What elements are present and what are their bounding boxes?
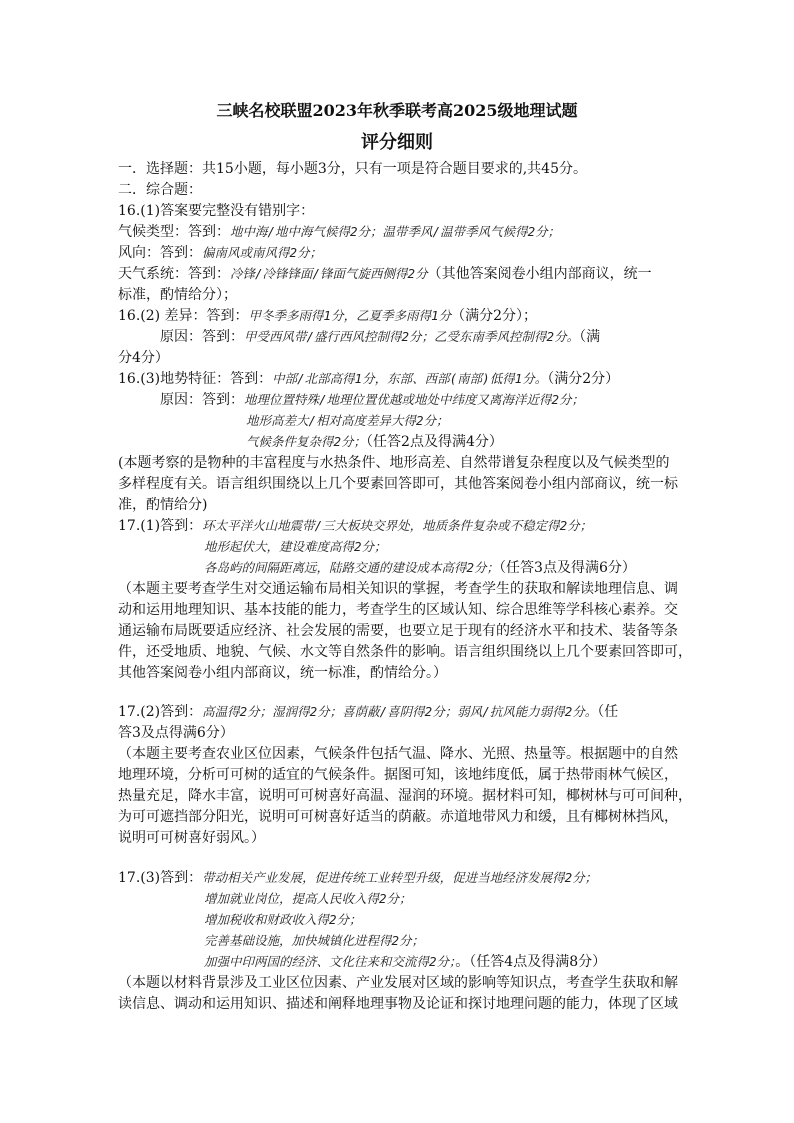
text-line	[118, 496, 207, 514]
rubric-text: 为可可遮挡部分阳光，说明可可树喜好适当的荫蔽。赤道地带风力和缓，且有椰树林挡风，	[118, 809, 678, 825]
rubric-text: 原因：答到：	[160, 392, 244, 408]
rubric-text: （任答2点及得满4分）	[366, 434, 503, 450]
document-subtitle: 评分细则	[361, 132, 433, 153]
text-line	[118, 265, 652, 283]
text-line	[118, 787, 692, 805]
rubric-text: 说明可可树喜好弱风。）	[118, 830, 265, 846]
text-line	[118, 286, 237, 304]
text-line	[118, 995, 678, 1013]
text-line	[160, 391, 584, 409]
text-line	[246, 412, 449, 430]
text-line	[204, 953, 606, 971]
rubric-text: 二．综合题：	[118, 182, 202, 198]
rubric-text: 准，酌情给分)	[118, 497, 208, 513]
text-line	[118, 517, 592, 535]
rubric-text: 多样程度有关。语言组织围绕以上几个要素回答即可，其他答案阅卷小组内部商议，统一标	[118, 476, 678, 492]
answer-text: 增加就业岗位，提高人民收入得2分；	[204, 891, 412, 906]
rubric-text: 动和运用地理知识、基本技能的能力，考查学生的区域认知、综合思维等学科核心素养。交	[118, 602, 678, 618]
rubric-text: （本题主要考查农业区位因素，气候条件包括气温、降水、光照、热量等。根据题中的自然	[118, 746, 678, 762]
rubric-text: （满分2分）	[547, 371, 620, 387]
rubric-text: （任答3点及得满6分）	[499, 560, 636, 576]
answer-text: 甲受西风带/盛行西风控制得2分；乙受东南季风控制得2分。	[244, 329, 580, 344]
text-line	[160, 328, 600, 346]
text-line	[118, 202, 314, 220]
text-line	[204, 911, 362, 929]
answer-text: 冷锋/冷锋锋面/锋面气旋西侧得2分	[230, 266, 428, 281]
text-line	[118, 307, 537, 325]
rubric-text: 16.(2) 差异：答到：	[118, 308, 249, 324]
rubric-text: 17.(1)答到：	[118, 518, 203, 534]
rubric-text: （本题主要考查学生对交通运输布局相关知识的掌握，考查学生的获取和解读地理信息、调	[118, 581, 678, 597]
answer-text: 地理位置特殊/地理位置优越或地处中纬度又离海洋近得2分；	[244, 392, 585, 407]
text-line	[118, 664, 447, 682]
rubric-text: 原因：答到：	[160, 329, 244, 345]
rubric-text: 热量充足，降水丰富，说明可可树喜好高温、湿润的环境。据材料可知，椰树林与可可间种，	[118, 788, 692, 804]
text-line	[118, 244, 322, 262]
answer-text: 带动相关产业发展，促进传统工业转型升级，促进当地经济发展得2分；	[202, 870, 598, 885]
text-line	[118, 475, 678, 493]
document-title: 三峡名校联盟2023年秋季联考高2025级地理试题	[216, 101, 578, 120]
rubric-text: 读信息、调动和运用知识、描述和阐释地理事物及论证和探讨地理问题的能力，体现了区域	[118, 996, 678, 1012]
answer-text: 地形高差大/相对高度差异大得2分；	[246, 413, 449, 428]
rubric-text: 地理环境，分析可可树的适宜的气候条件。据图可知，该地纬度低，属于热带雨林气候区，	[118, 767, 678, 783]
rubric-text: 16.(3)地势特征：答到：	[118, 371, 273, 387]
text-line	[118, 160, 587, 178]
rubric-text: （其他答案阅卷小组内部商议，统一	[427, 266, 652, 282]
answer-text: 地形起伏大，建设难度高得2分；	[204, 539, 387, 554]
rubric-text: （任	[597, 704, 619, 720]
text-line	[204, 559, 636, 577]
answer-text: 完善基础设施，加快城镇化进程得2分；	[204, 933, 425, 948]
answer-text: 甲冬季多雨得1分，乙夏季多雨得1分	[248, 308, 452, 323]
text-line	[118, 223, 560, 241]
rubric-text: 件，还受地质、地貌、气候、水文等自然条件的影响。语言组织围绕以上几个要素回答即可，	[118, 644, 692, 660]
text-line	[118, 580, 678, 598]
text-line	[118, 181, 202, 199]
rubric-text: 16.(1)答案要完整没有错别字：	[118, 203, 315, 219]
text-line	[118, 808, 678, 826]
rubric-text: 。（任答4点及得满8分）	[455, 954, 607, 970]
rubric-text: （满分2分）；	[451, 308, 538, 324]
answer-text: 偏南风或南风得2分；	[202, 245, 323, 260]
rubric-text: 天气系统：答到：	[118, 266, 230, 282]
rubric-text: 风向：答到：	[118, 245, 202, 261]
rubric-text: 其他答案阅卷小组内部商议，统一标准，酌情给分。）	[118, 665, 447, 681]
text-line	[118, 703, 618, 721]
answer-text: 加强中印两国的经济、文化往来和交流得2分；	[204, 954, 456, 969]
text-line	[118, 766, 678, 784]
rubric-text: 气候类型：答到：	[118, 224, 230, 240]
rubric-text: 17.(3)答到：	[118, 870, 203, 886]
text-line	[204, 890, 412, 908]
text-line	[118, 829, 265, 847]
text-line	[118, 370, 619, 388]
text-line	[118, 643, 692, 661]
text-line	[118, 869, 597, 887]
rubric-text: （本题以材料背景涉及工业区位因素、产业发展对区域的影响等知识点，考查学生获取和解	[118, 975, 678, 991]
answer-text: 地中海/地中海气候得2分；温带季风/温带季风气候得2分；	[230, 224, 561, 239]
text-line	[118, 724, 234, 742]
rubric-text: 答3及点得满6分）	[118, 725, 234, 741]
rubric-text: 标准，酌情给分）；	[118, 287, 237, 303]
text-line	[118, 974, 678, 992]
text-line	[118, 349, 169, 367]
text-line	[118, 601, 678, 619]
rubric-text: （满	[579, 329, 601, 345]
rubric-text: 17.(2)答到：	[118, 704, 203, 720]
text-line	[118, 745, 678, 763]
answer-text: 增加税收和财政收入得2分；	[204, 912, 362, 927]
text-line	[204, 932, 424, 950]
answer-text: 环太平洋火山地震带/三大板块交界处，地质条件复杂或不稳定得2分；	[202, 518, 593, 533]
text-line	[118, 454, 669, 472]
answer-text: 高温得2分；湿润得2分；喜荫蔽/喜阴得2分；弱风/抗风能力弱得2分。	[202, 704, 598, 719]
answer-text: 各岛屿的间隔距离远，陆路交通的建设成本高得2分；	[204, 560, 500, 575]
text-line	[204, 538, 387, 556]
answer-text: 气候条件复杂得2分；	[246, 434, 367, 449]
answer-text: 中部/北部高得1分，东部、西部(南部)低得1分。	[272, 371, 548, 386]
text-line	[246, 433, 503, 451]
text-line	[118, 622, 678, 640]
rubric-text: (本题考察的是物种的丰富程度与水热条件、地形高差、自然带谱复杂程度以及气候类型的	[118, 455, 670, 471]
rubric-text: 一．选择题：共15小题，每小题3分，只有一项是符合题目要求的,共45分。	[118, 161, 587, 177]
rubric-text: 分4分）	[118, 350, 169, 366]
rubric-text: 通运输布局既要适应经济、社会发展的需要，也要立足于现有的经济水平和技术、装备等条	[118, 623, 678, 639]
